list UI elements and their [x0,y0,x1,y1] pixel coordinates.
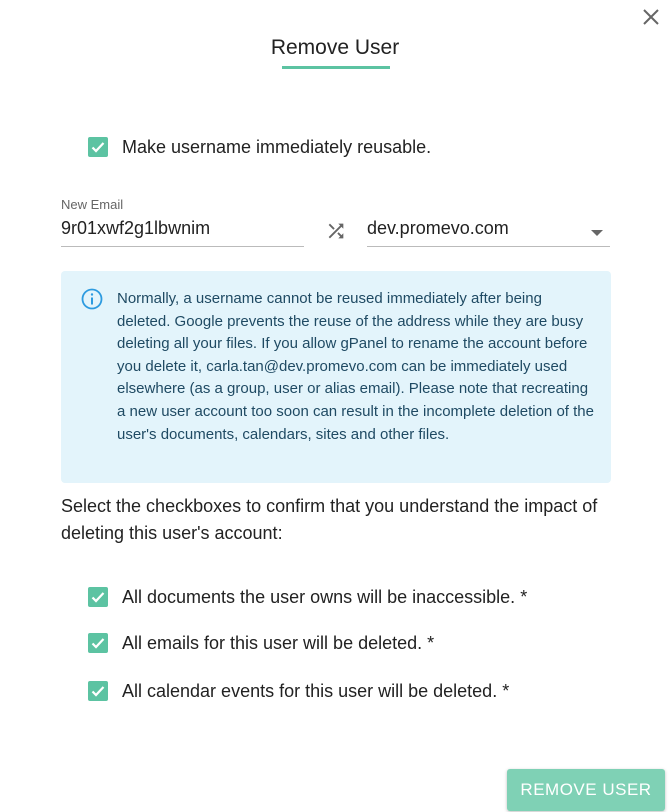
domain-select[interactable]: dev.promevo.com [367,218,610,247]
reusable-label: Make username immediately reusable. [122,137,432,157]
new-email-label: New Email [61,197,124,212]
info-box [61,271,611,483]
info-text: Normally, a username cannot be reused immediately after being deleted. Google prevents the reuse of the address while they are busy deleting all your files. If you allow gPanel to rename the account before you delete it, carla.tan@dev.promevo.com can be immediately used elsewhere (as a group, user or alias email). Please note that recreating a new user account too soon can result in the incomplete deletion of the user's documents, calendars, sites and other files. [117,290,594,443]
new-email-input[interactable]: 9r01xwf2g1lbwnim [61,218,304,247]
info-icon [81,288,103,310]
title-underline [282,66,390,69]
chevron-down-icon[interactable] [591,230,603,236]
remove-user-button[interactable]: REMOVE USER [507,769,665,811]
confirm-emails-checkbox[interactable] [88,633,108,653]
confirm-documents-checkbox[interactable] [88,587,108,607]
shuffle-icon[interactable] [325,220,347,242]
confirm-instructions: Select the checkboxes to confirm that you understand the impact of deleting this user's account: [61,496,598,543]
confirm-calendar-checkbox[interactable] [88,681,108,701]
close-icon[interactable] [640,6,662,28]
reusable-checkbox[interactable] [88,137,108,157]
confirm-calendar-label: All calendar events for this user will be deleted. * [122,681,510,701]
confirm-documents-label: All documents the user owns will be inaccessible. * [122,587,528,607]
confirm-emails-label: All emails for this user will be deleted. * [122,633,435,653]
dialog-title: Remove User [270,36,400,59]
